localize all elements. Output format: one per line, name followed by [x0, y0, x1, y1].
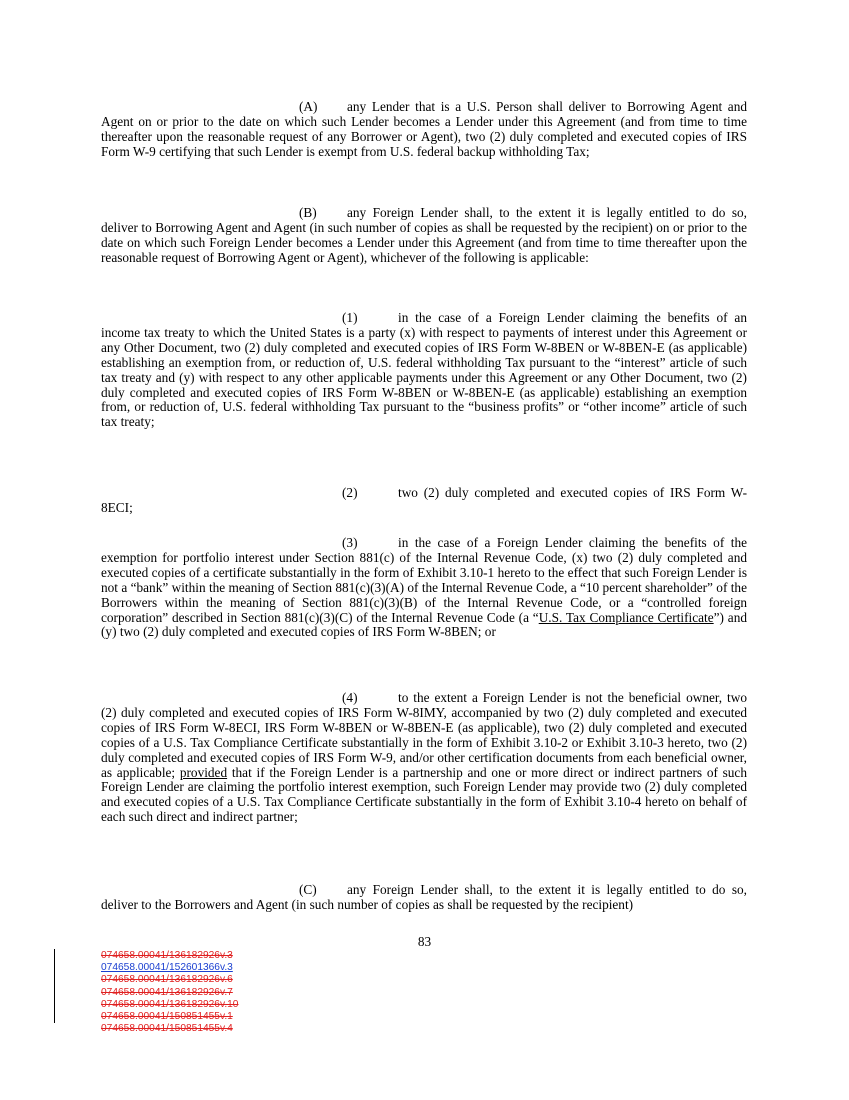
paragraph-b3 — [101, 536, 747, 640]
paragraph-a — [101, 100, 747, 160]
paragraph-label: (2) — [342, 485, 358, 500]
paragraph-label: (C) — [299, 882, 317, 897]
paragraph-text: to the extent a Foreign Lender is not the beneficial owner, two (2) duly completed and executed copies of IRS Form W-8IMY, accompanied by two (2) duly completed and executed copies of IRS Form W-8ECI, IRS Form W-8BEN or W-8BEN-E (as applicable), two (2) duly completed and executed copies of a U.S. Tax Compliance Certificate substantially in the form of Exhibit 3.10-2 or Exhibit 3.10-3 hereto, two (2) duly completed and executed copies of IRS Form W-9, and/or other certification documents from each beneficial owner, as applicable; — [101, 690, 747, 780]
doc-id-current: 074658.00041/152601366v.3 — [101, 962, 233, 974]
page-number: 83 — [417, 934, 432, 949]
paragraph-b2 — [101, 486, 747, 516]
paragraph-text: two (2) duly completed and executed copies of IRS Form W-8ECI; — [101, 485, 747, 515]
doc-id-deleted: 074658.00041/150851455v.4 — [101, 1023, 233, 1035]
paragraph-text: any Foreign Lender shall, to the extent it is legally entitled to do so, deliver to Borrowing Agent and Agent (in such number of copies as shall be requested by the recipient) on or prior to the date on which such Foreign Lender becomes a Lender under this Agreement (and from time to time thereafter upon the reasonable request of Borrowing Agent or Agent), whichever of the following is applicable: — [101, 205, 747, 265]
paragraph-label: (3) — [342, 535, 358, 550]
paragraph-text-continued: ”) and (y) two (2) duly completed and executed copies of IRS Form W-8BEN; or — [101, 609, 747, 640]
paragraph-label: (4) — [342, 690, 358, 705]
change-bar — [54, 949, 55, 1023]
paragraph-text: any Lender that is a U.S. Person shall deliver to Borrowing Agent and Agent on or prior to the date on which such Lender becomes a Lender under this Agreement (and from time to time thereafter upon the reasonable request of any Borrower or Agent), two (2) duly completed and executed copies of IRS Form W-9 certifying that such Lender is exempt from U.S. federal backup withholding Tax; — [101, 99, 747, 159]
paragraph-label: (1) — [342, 310, 358, 325]
provided-term: provided — [179, 764, 228, 780]
paragraph-text: in the case of a Foreign Lender claiming the benefits of the exemption for portfolio interest under Section 881(c) of the Internal Revenue Code, (x) two (2) duly completed and executed copies of a certificate substantially in the form of Exhibit 3.10-1 hereto to the effect that such Foreign Lender is not a “bank” within the meaning of Section 881(c)(3)(A) of the Internal Revenue Code, a “10 percent shareholder” of the Borrowers within the meaning of Section 881(c)(3)(B) of the Internal Revenue Code, or a “controlled foreign corporation” described in Section 881(c)(3)(C) of the Internal Revenue Code (a “ — [101, 535, 747, 625]
paragraph-b4 — [101, 691, 747, 825]
doc-id-deleted: 074658.00041/136182926v.10 — [101, 998, 239, 1010]
doc-id-deleted: 074658.00041/136182926v.6 — [101, 974, 233, 986]
document-id-stack — [101, 950, 238, 1035]
paragraph-c — [101, 883, 747, 913]
paragraph-b1 — [101, 311, 747, 430]
doc-id-deleted: 074658.00041/136182926v.3 — [101, 950, 233, 961]
paragraph-label: (A) — [299, 99, 318, 114]
defined-term: U.S. Tax Compliance Certificate — [538, 609, 714, 625]
paragraph-text: any Foreign Lender shall, to the extent it is legally entitled to do so, deliver to the Borrowers and Agent (in such number of copies as shall be requested by the recipient) — [101, 882, 747, 912]
paragraph-b — [101, 206, 747, 266]
paragraph-text: in the case of a Foreign Lender claiming the benefits of an income tax treaty to which the United States is a party (x) with respect to payments of interest under this Agreement or any Other Document, two (2) duly completed and executed copies of IRS Form W-8BEN or W-8BEN-E (as applicable) establishing an exemption from, or reduction of, U.S. federal withholding Tax pursuant to the “interest” article of such tax treaty and (y) with respect to any other applicable payments under this Agreement or any Other Document, two (2) duly completed and executed copies of IRS Form W-8BEN or W-8BEN-E (as applicable) establishing an exemption from, or reduction of, U.S. federal withholding Tax pursuant to the “business profits” or “other income” article of such tax treaty; — [101, 310, 747, 430]
doc-id-deleted: 074658.00041/150851455v.1 — [101, 1011, 233, 1023]
doc-id-deleted: 074658.00041/136182926v.7 — [101, 986, 233, 998]
paragraph-text-continued: that if the Foreign Lender is a partnership and one or more direct or indirect partners of such Foreign Lender are claiming the portfolio interest exemption, such Foreign Lender may provide two (2) duly completed and executed copies of a U.S. Tax Compliance Certificate substantially in the form of Exhibit 3.10-4 hereto on behalf of each such direct and indirect partner; — [101, 764, 747, 825]
paragraph-label: (B) — [299, 205, 317, 220]
